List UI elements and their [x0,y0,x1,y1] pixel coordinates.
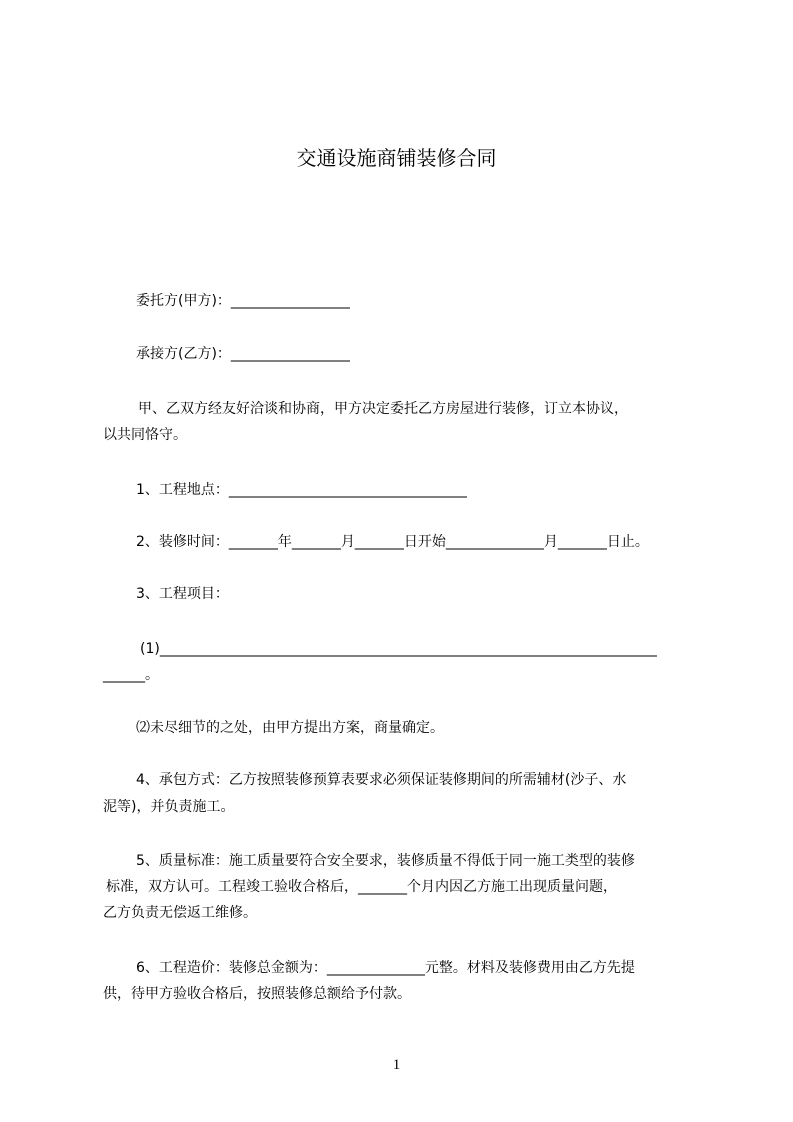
page-number: 1 [392,1057,401,1073]
clause-6-line-1: 6、工程造价：装修总金额为：______________元整。材料及装修费用由乙方先提 [136,960,635,976]
item-1-line-2: ______。 [103,667,159,683]
clause-6-line-2: 供，待甲方验收合格后，按照装修总额给予付款。 [103,986,411,1002]
item-2: ⑵未尽细节的之处，由甲方提出方案，商量确定。 [136,720,444,736]
clause-5-line-2: 标准，双方认可。工程竣工验收合格后，_______个月内因乙方施工出现质量问题， [106,879,617,895]
clause-3-items: 3、工程项目： [136,586,229,602]
party-b-line: 承接方(乙方)：_________________ [136,346,350,362]
document-title: 交通设施商铺装修合同 [296,146,497,170]
clause-5-line-1: 5、质量标准：施工质量要符合安全要求，装修质量不得低于同一施工类型的装修 [136,853,635,869]
intro-line-1: 甲、乙双方经友好洽谈和协商，甲方决定委托乙方房屋进行装修，订立本协议， [138,401,628,417]
clause-2-schedule: 2、装修时间：_______年_______月_______日开始______________月_______日止。 [136,534,649,550]
clause-4-line-1: 4、承包方式：乙方按照装修预算表要求必须保证装修期间的所需辅材(沙子、水 [136,772,627,788]
clause-5-line-3: 乙方负责无偿返工维修。 [103,905,257,921]
intro-line-2: 以共同恪守。 [103,427,187,443]
clause-4-line-2: 泥等)，并负责施工。 [103,799,235,815]
item-1-line-1: (1)_______________________________________________________________________ [140,641,657,657]
clause-1-location: 1、工程地点：__________________________________ [136,482,467,498]
party-a-line: 委托方(甲方)：_________________ [136,293,350,309]
